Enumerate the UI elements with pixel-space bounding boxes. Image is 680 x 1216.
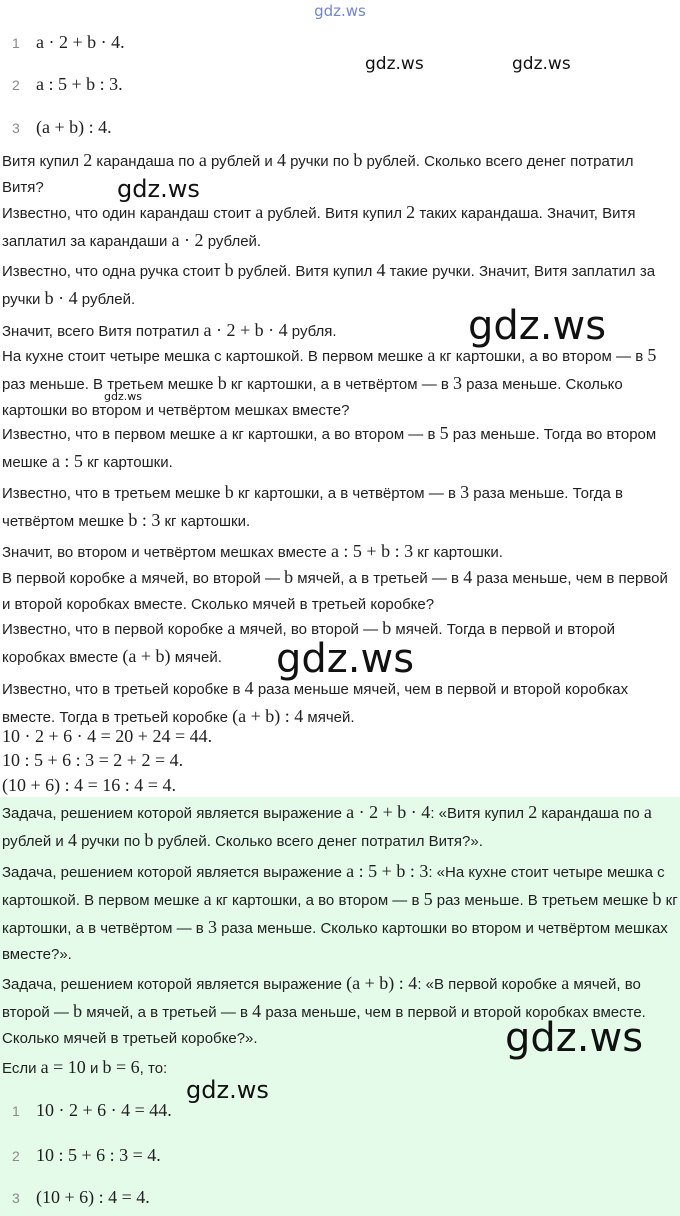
task3-third-box-paragraph: Известно, что в третьей коробке в 4 раза меньше мячей, чем в первой и второй коробках вместе. Тогда в третьей коробке (a + b) : 4 мячей. (2, 678, 629, 726)
list-number: 3 (12, 1190, 20, 1206)
answer-list-item (0, 1145, 680, 1171)
answer-list-item (0, 1100, 680, 1126)
calculation-line: (10 + 6) : 4 = 16 : 4 = 4. (2, 775, 176, 795)
task3-two-boxes-paragraph: Известно, что в первой коробке a мячей, во второй — b мячей. Тогда в первой и второй коробках вместе (a + b) мячей. (2, 618, 616, 666)
watermark: gdz.ws (186, 1076, 269, 1104)
list-expression: (10 + 6) : 4 = 4. (36, 1187, 150, 1207)
task2-fourth-bag-paragraph: Известно, что в третьем мешке b кг картошки, а в четвёртом — в 3 раза меньше. Тогда в четвёртом мешке b : 3 кг картошки. (2, 482, 623, 530)
answer-task1: Задача, решением которой является выражение a · 2 + b · 4: «Витя купил 2 карандаша по a рублей и 4 ручки по b рублей. Сколько всего денег потратил Витя?». (2, 802, 652, 850)
task2-second-bag-paragraph: Известно, что в первом мешке a кг картошки, а во втором — в 5 раз меньше. Тогда во втором мешке a : 5 кг картошки. (2, 423, 657, 471)
task2-statement: На кухне стоит четыре мешка с картошкой. В первом мешке a кг картошки, а во втором — в 5 раз меньше. В третьем мешке b кг картошки, а в четвёртом — в 3 раза меньше. Сколько картошки во втором и четвёртом мешках вместе? (2, 345, 657, 419)
list-number: 1 (12, 1103, 20, 1119)
task2-total-paragraph: Значит, во втором и четвёртом мешках вместе a : 5 + b : 3 кг картошки. (2, 541, 503, 561)
list-number: 3 (12, 120, 20, 136)
watermark: gdz.ws (468, 303, 607, 349)
answer-list-item (0, 1187, 680, 1213)
calculation-line: 10 · 2 + 6 · 4 = 20 + 24 = 44. (2, 726, 213, 746)
list-number: 1 (12, 35, 20, 51)
task1-statement: Витя купил 2 карандаша по a рублей и 4 ручки по b рублей. Сколько всего денег потратил Витя? (2, 150, 634, 196)
list-item (0, 74, 680, 100)
list-number: 2 (12, 77, 20, 93)
task3-statement: В первой коробке a мячей, во второй — b мячей, а в третьей — в 4 раза меньше, чем в первой и второй коробках вместе. Сколько мячей в третьей коробке? (2, 567, 668, 613)
task1-pencils-paragraph: Известно, что один карандаш стоит a рублей. Витя купил 2 таких карандаша. Значит, Витя заплатил за карандаши a · 2 рублей. (2, 202, 636, 250)
list-expression: 10 : 5 + 6 : 3 = 4. (36, 1145, 161, 1165)
list-expression: a : 5 + b : 3. (36, 74, 123, 94)
task1-total-paragraph: Значит, всего Витя потратил a · 2 + b · 4 рубля. (2, 320, 337, 340)
task1-pens-paragraph: Известно, что одна ручка стоит b рублей. Витя купил 4 такие ручки. Значит, Витя заплатил за ручки b · 4 рублей. (2, 260, 656, 308)
answer-task3: Задача, решением которой является выражение (a + b) : 4: «В первой коробке a мячей, во второй — b мячей, а в третьей — в 4 раза меньше, чем в первой и второй коробках вместе. Сколько мячей в третьей коробке?». (2, 973, 646, 1047)
answer-substitution-intro: Если a = 10 и b = 6, то: (2, 1057, 168, 1077)
calculation-line: 10 : 5 + 6 : 3 = 2 + 2 = 4. (2, 750, 184, 770)
site-watermark-top: gdz.ws (314, 2, 366, 20)
watermark: gdz.ws (512, 54, 571, 74)
watermark: gdz.ws (365, 54, 424, 74)
list-expression: a · 2 + b · 4. (36, 32, 125, 52)
list-expression: 10 · 2 + 6 · 4 = 44. (36, 1100, 172, 1120)
watermark: gdz.ws (104, 390, 142, 403)
watermark: gdz.ws (505, 1015, 644, 1061)
answer-task2: Задача, решением которой является выражение a : 5 + b : 3: «На кухне стоит четыре мешка с картошкой. В первом мешке a кг картошки, а во втором — в 5 раз меньше. В третьем мешке b кг картошки, а в четвёртом — в 3 раза меньше. Сколько картошки во втором и четвёртом мешках вместе?». (2, 861, 678, 963)
list-number: 2 (12, 1148, 20, 1164)
list-expression: (a + b) : 4. (36, 117, 112, 137)
list-item (0, 117, 680, 143)
watermark: gdz.ws (276, 636, 415, 682)
watermark: gdz.ws (117, 175, 200, 203)
list-item (0, 32, 680, 58)
